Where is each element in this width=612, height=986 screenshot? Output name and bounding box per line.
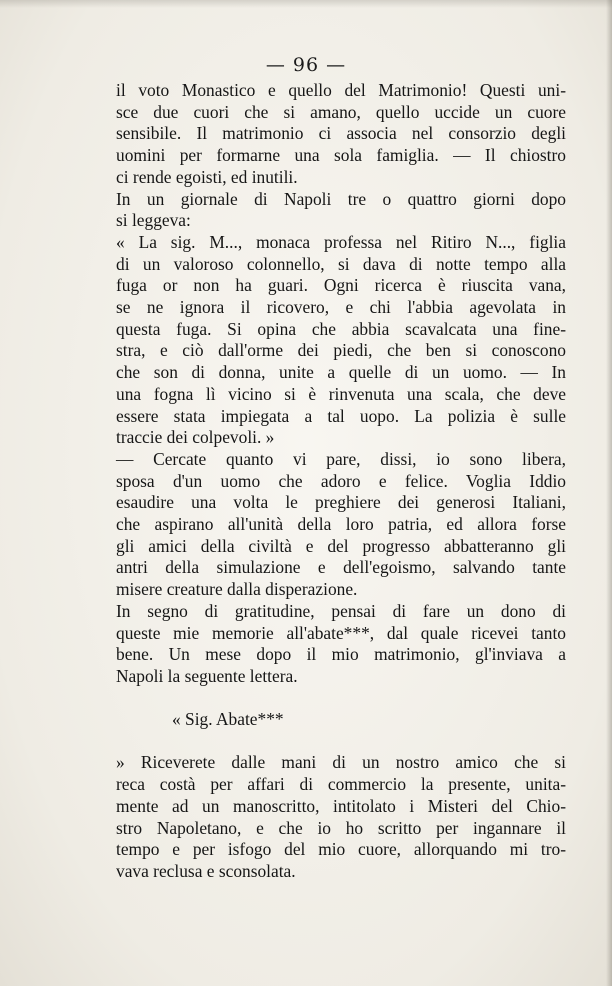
text-line: reca costà per affari di commercio la presente, unita- bbox=[116, 774, 566, 795]
main-paragraphs bbox=[116, 80, 566, 688]
page-right-shadow bbox=[606, 0, 612, 986]
text-line: essere stata impiegata a tal uopo. La polizia è sulle bbox=[116, 405, 566, 426]
text-line: ci rende egoisti, ed inutili. bbox=[116, 166, 298, 187]
text-line: queste mie memorie all'abate***, dal quale ricevei tanto bbox=[116, 622, 566, 643]
letter-salutation: « Sig. Abate*** bbox=[172, 708, 284, 729]
text-line: il voto Monastico e quello del Matrimonio! Questi uni- bbox=[116, 80, 566, 100]
text-line: In un giornale di Napoli tre o quattro giorni dopo bbox=[116, 188, 566, 209]
body-text bbox=[116, 80, 566, 883]
text-line: se ne ignora il ricovero, e chi l'abbia agevolata in bbox=[116, 297, 566, 318]
text-line: stra, e ciò dall'orme dei piedi, che ben si conoscono bbox=[116, 340, 566, 361]
text-line: si leggeva: bbox=[116, 210, 191, 231]
text-line: bene. Un mese dopo il mio matrimonio, gl'inviava a bbox=[116, 644, 566, 665]
text-line: — Cercate quanto vi pare, dissi, io sono libera, bbox=[116, 448, 566, 469]
text-line: questa fuga. Si opina che abbia scavalcata una fine- bbox=[116, 318, 566, 339]
text-line: In segno di gratitudine, pensai di fare un dono di bbox=[116, 600, 566, 621]
text-line: sce due cuori che si amano, quello uccide un cuore bbox=[116, 101, 566, 122]
text-line: di un valoroso colonnello, si dava di notte tempo alla bbox=[116, 253, 566, 274]
text-line: sensibile. Il matrimonio ci associa nel consorzio degli bbox=[116, 123, 566, 144]
text-line: « La sig. M..., monaca professa nel Ritiro N..., figlia bbox=[116, 231, 566, 252]
page-top-shadow bbox=[0, 0, 612, 8]
text-line: mente ad un manoscritto, intitolato i Misteri del Chio- bbox=[116, 795, 566, 816]
text-line: misere creature dalla disperazione. bbox=[116, 579, 358, 600]
page-number: — 96 — bbox=[265, 54, 347, 76]
text-line: Napoli la seguente lettera. bbox=[116, 665, 298, 686]
text-line: una fogna lì vicino si è rinvenuta una scala, che deve bbox=[116, 383, 566, 404]
text-line: fuga or non ha guari. Ogni ricerca è riuscita vana, bbox=[116, 275, 566, 296]
text-line: stro Napoletano, e che io ho scritto per ingannare il bbox=[116, 817, 566, 838]
text-line: traccie dei colpevoli. » bbox=[116, 427, 275, 448]
text-line: che son di donna, unite a quelle di un uomo. — In bbox=[116, 362, 566, 383]
text-line: » Riceverete dalle mani di un nostro amico che si bbox=[116, 752, 566, 773]
text-line: tempo e per isfogo del mio cuore, allorquando mi tro- bbox=[116, 839, 566, 860]
text-line: sposa d'un uomo che adoro e felice. Voglia Iddio bbox=[116, 470, 566, 491]
text-line: antri della simulazione e dell'egoismo, salvando tante bbox=[116, 557, 566, 578]
letter-paragraph bbox=[116, 752, 566, 882]
text-line: che aspirano all'unità della loro patria, ed allora forse bbox=[116, 514, 566, 535]
text-line: vava reclusa e sconsolata. bbox=[116, 860, 296, 881]
text-line: uomini per formarne una sola famiglia. — Il chiostro bbox=[116, 145, 566, 166]
text-line: esaudire una volta le preghiere dei generosi Italiani, bbox=[116, 492, 566, 513]
text-line: gli amici della civiltà e del progresso abbatteranno gli bbox=[116, 535, 566, 556]
spacer bbox=[116, 730, 566, 752]
spacer bbox=[116, 688, 566, 709]
